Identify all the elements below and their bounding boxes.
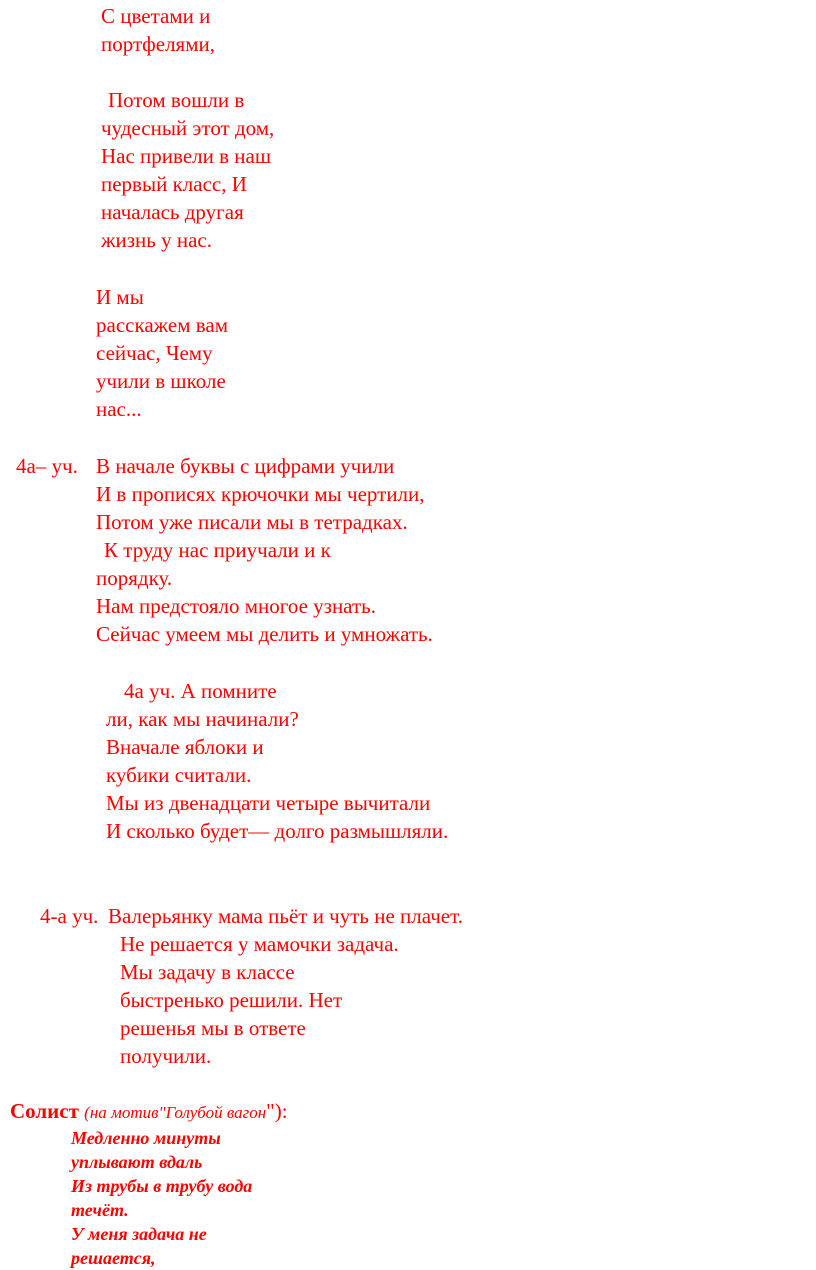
verse-line: И в прописях крючочки мы чертили, [96, 482, 425, 506]
verse-line: Нас привели в наш [101, 144, 272, 168]
verse-line: Сейчас умеем мы делить и умножать. [96, 622, 433, 646]
verse-line: началась другая [101, 200, 244, 224]
verse-line: И мы [96, 285, 144, 309]
verse-line: И сколько будет— долго размышляли. [106, 819, 449, 843]
verse-line: кубики считали. [106, 763, 252, 787]
verse-line: Не решается у мамочки задача. [120, 932, 399, 956]
verse-line: сейчас, Чему [96, 341, 213, 365]
verse-line: Потом уже писали мы в тетрадках. [96, 510, 408, 534]
verse-line: ли, как мы начинали? [106, 707, 299, 731]
verse-line: портфелями, [101, 32, 215, 56]
verse-line: В начале буквы с цифрами учили [96, 454, 395, 478]
verse-line: расскажем вам [96, 313, 229, 337]
verse-line: порядку. [96, 566, 173, 590]
song-line: У меня задача не [71, 1224, 207, 1244]
verse-line: Нам предстояло многое узнать. [96, 594, 376, 618]
verse-line: Валерьянку мама пьёт и чуть не плачет. [108, 904, 463, 928]
verse-line: нас... [96, 397, 142, 421]
verse-line: учили в школе [96, 369, 226, 393]
soloist-note: (на мотив"Голубой вагон [84, 1103, 267, 1122]
verse-line: первый класс, И [101, 172, 247, 196]
song-line: Из трубы в трубу вода [71, 1176, 253, 1196]
verse-line: чудесный этот дом, [101, 116, 275, 140]
verse-line: быстренько решили. Нет [120, 988, 343, 1012]
verse-line: жизнь у нас. [101, 228, 212, 252]
song-line: уплывают вдаль [71, 1152, 203, 1172]
speaker-label: 4-а уч. [40, 904, 99, 928]
soloist-heading [10, 1097, 288, 1127]
verse-line: Мы задачу в классе [120, 960, 295, 984]
verse-line: Вначале яблоки и [106, 735, 264, 759]
song-line: решается, [71, 1248, 156, 1268]
song-line: Медленно минуты [71, 1128, 221, 1148]
verse-line: решенья мы в ответе [120, 1016, 306, 1040]
soloist-name: Солист [10, 1099, 79, 1123]
verse-line: 4а уч. А помните [124, 679, 277, 703]
speaker-label: 4а– уч. [16, 454, 78, 478]
verse-line: К труду нас приучали и к [104, 538, 331, 562]
soloist-note-tail: "): [266, 1099, 288, 1123]
verse-line: Мы из двенадцати четыре вычитали [106, 791, 431, 815]
song-line: течёт. [71, 1200, 129, 1220]
verse-line: С цветами и [101, 4, 211, 28]
verse-line: Потом вошли в [108, 88, 245, 112]
verse-line: получили. [120, 1044, 212, 1068]
